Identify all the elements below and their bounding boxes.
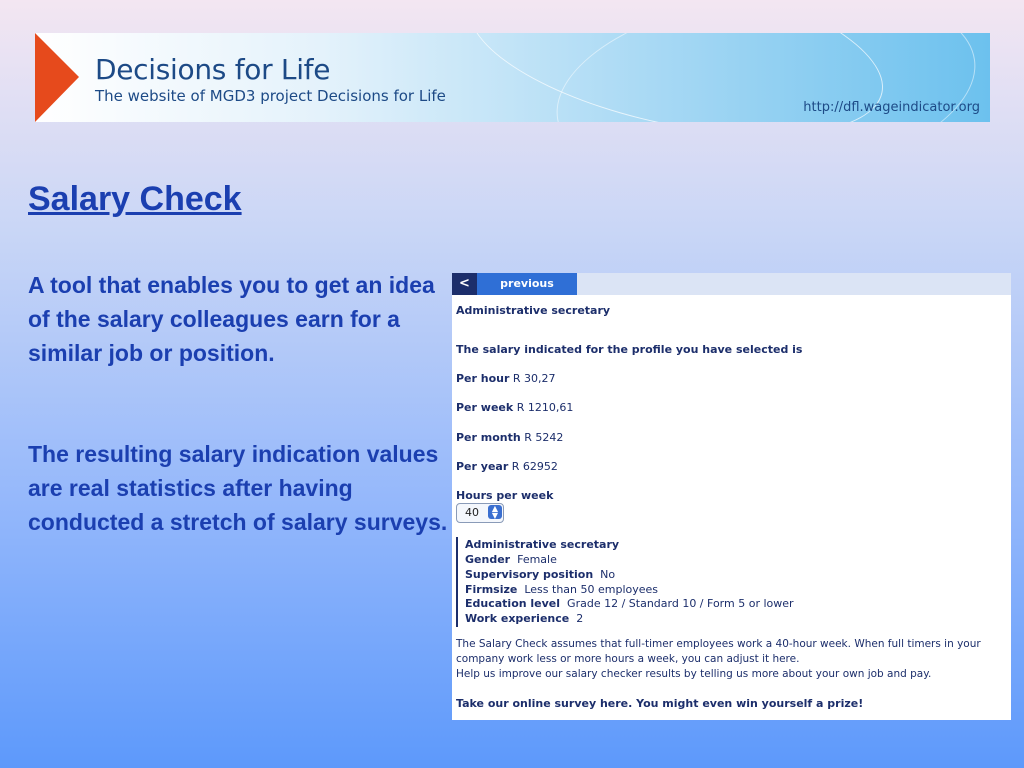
rate-value: R 1210,61: [516, 401, 574, 414]
salary-intro: The salary indicated for the profile you have selected is: [456, 343, 803, 356]
previous-button[interactable]: previous: [477, 273, 577, 295]
profile-title: Administrative secretary: [465, 538, 620, 551]
survey-link[interactable]: Take our online survey here. You might even win yourself a prize!: [456, 697, 864, 710]
banner-title: Decisions for Life: [95, 53, 331, 86]
profile-value: Less than 50 employees: [524, 583, 659, 596]
hours-per-week-select[interactable]: [456, 503, 504, 523]
profile-label: Gender: [465, 553, 511, 566]
hours-label: Hours per week: [456, 489, 554, 502]
rate-label: Per month: [456, 431, 521, 444]
profile-summary: [456, 537, 794, 627]
info-note: Help us improve our salary checker results by telling us more about your own job and pay.: [456, 668, 932, 680]
rate-label: Per hour: [456, 372, 510, 385]
select-arrows-icon: ▲ ▼: [488, 505, 502, 519]
profile-label: Firmsize: [465, 583, 518, 596]
rate-label: Per week: [456, 401, 514, 414]
rate-label: Per year: [456, 460, 509, 473]
profile-value: 2: [576, 612, 584, 625]
banner-arrow-icon: [35, 33, 79, 122]
rate-row: [456, 401, 573, 414]
slide-heading-link[interactable]: Salary Check: [28, 180, 242, 218]
rate-row: [456, 372, 556, 385]
salary-check-screenshot: [452, 273, 1011, 720]
rate-row: [456, 431, 563, 444]
rate-row: [456, 460, 558, 473]
profile-label: Supervisory position: [465, 568, 594, 581]
info-note: company work less or more hours a week, you can adjust it here.: [456, 653, 800, 665]
rate-value: R 30,27: [512, 372, 556, 385]
profile-value: No: [600, 568, 616, 581]
banner-subtitle: The website of MGD3 project Decisions for Life: [95, 87, 446, 105]
slide-paragraph: The resulting salary indication values are real statistics after having conducted a stretch of salary surveys.: [28, 441, 448, 535]
rate-value: R 62952: [511, 460, 558, 473]
profile-value: Grade 12 / Standard 10 / Form 5 or lower: [567, 597, 794, 610]
profile-label: Work experience: [465, 612, 570, 625]
rate-value: R 5242: [524, 431, 564, 444]
profile-value: Female: [517, 553, 557, 566]
profile-label: Education level: [465, 597, 561, 610]
hours-value: 40: [465, 506, 479, 519]
job-title: Administrative secretary: [456, 304, 611, 317]
header-banner: [35, 33, 990, 122]
back-arrow-icon[interactable]: <: [452, 273, 477, 295]
info-note: The Salary Check assumes that full-timer employees work a 40-hour week. When full timers in your: [456, 638, 981, 650]
slide-paragraph: A tool that enables you to get an idea of the salary colleagues earn for a similar job or position.: [28, 272, 435, 366]
banner-url[interactable]: http://dfl.wageindicator.org: [803, 100, 980, 115]
